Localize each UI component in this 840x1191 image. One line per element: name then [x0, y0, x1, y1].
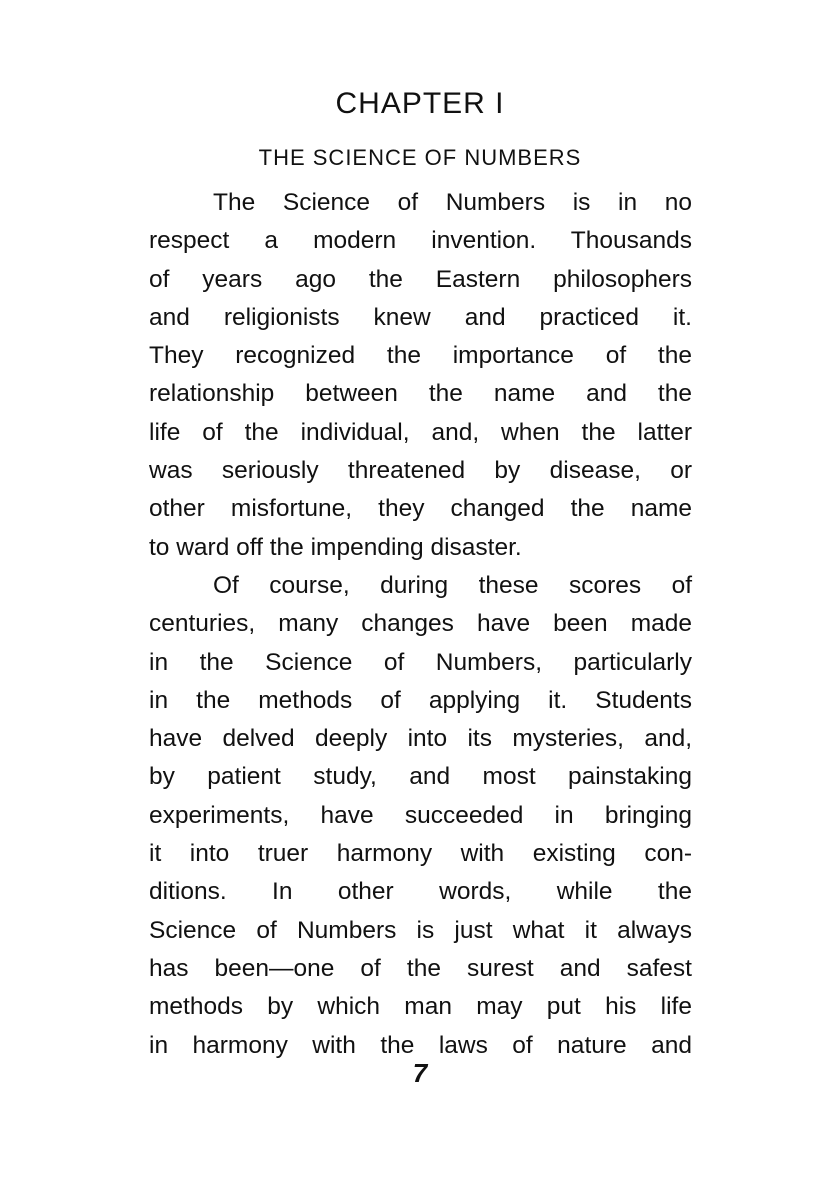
text-line: was seriously threatened by disease, or [149, 457, 692, 485]
text-line: respect a modern invention. Thousands [149, 227, 692, 255]
chapter-title: THE SCIENCE OF NUMBERS [258, 145, 582, 170]
text-line: has been—one of the surest and safest [149, 954, 692, 982]
text-line: experiments, have succeeded in bringing [149, 801, 692, 829]
text-line: They recognized the importance of the [149, 342, 692, 370]
paragraph-2 [149, 567, 692, 1065]
text-line: life of the individual, and, when the latter [149, 418, 692, 446]
text-line: ditions. In other words, while the [149, 878, 692, 906]
text-line: it into truer harmony with existing con- [149, 840, 692, 868]
paragraph-1 [149, 184, 692, 567]
body-text [149, 184, 692, 1065]
page-number: 7 [412, 1058, 428, 1088]
text-line: other misfortune, they changed the name [149, 495, 692, 523]
text-line: Science of Numbers is just what it always [149, 916, 692, 944]
text-line: have delved deeply into its mysteries, and, [149, 725, 692, 753]
text-line: in the methods of applying it. Students [149, 686, 692, 714]
text-line: centuries, many changes have been made [149, 610, 692, 638]
text-line: to ward off the impending disaster. [149, 533, 522, 561]
text-line: and religionists knew and practiced it. [149, 303, 692, 331]
text-line: of years ago the Eastern philosophers [149, 265, 692, 293]
text-line: relationship between the name and the [149, 380, 692, 408]
text-line: Of course, during these scores of [213, 571, 692, 599]
text-line: in the Science of Numbers, particularly [149, 648, 692, 676]
text-line: The Science of Numbers is in no [213, 189, 692, 216]
chapter-heading: CHAPTER I [335, 87, 505, 120]
text-line: methods by which man may put his life [149, 993, 692, 1021]
text-line: in harmony with the laws of nature and [149, 1031, 692, 1059]
text-line: by patient study, and most painstaking [149, 763, 692, 791]
